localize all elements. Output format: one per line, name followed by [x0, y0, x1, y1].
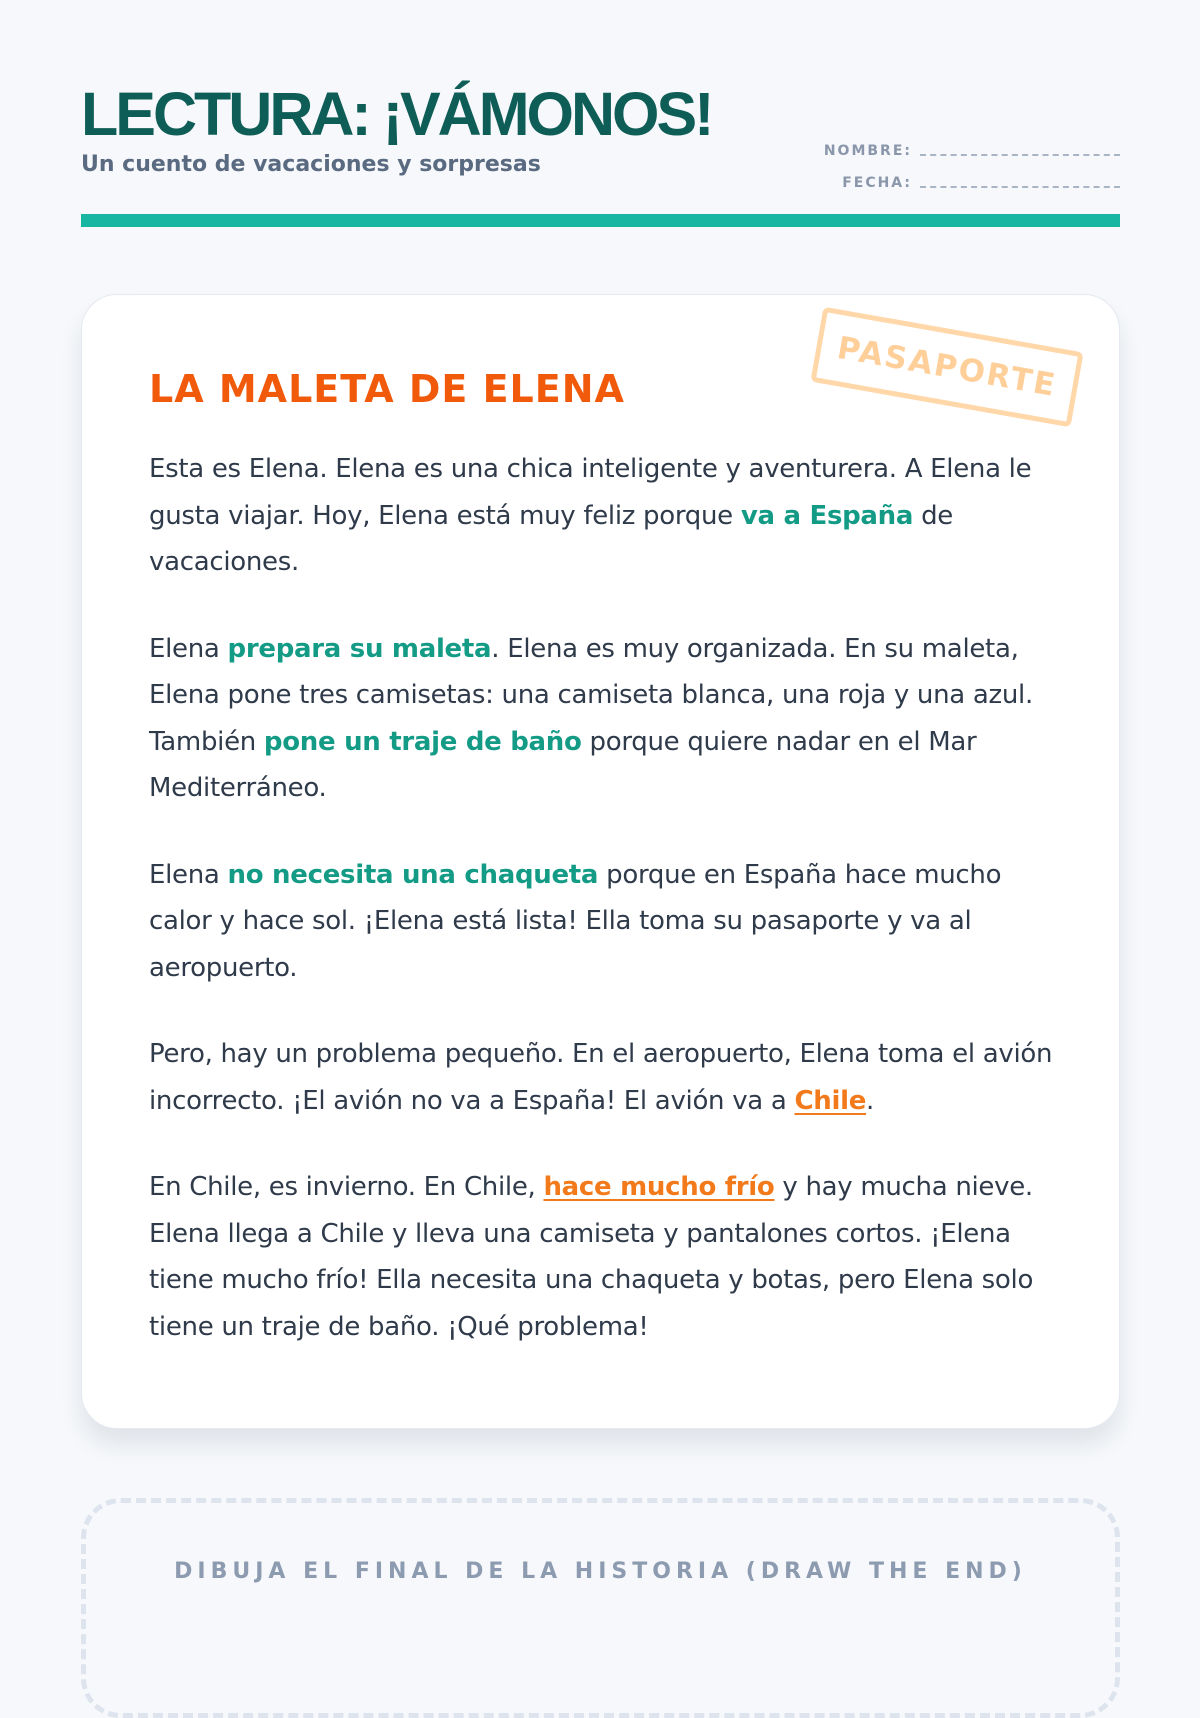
date-blank-line[interactable]	[920, 186, 1120, 188]
date-label: FECHA:	[842, 175, 912, 191]
story-card	[81, 294, 1120, 1429]
paragraph-text: Elena	[149, 859, 228, 890]
vocab-highlight: no necesita una chaqueta	[227, 859, 599, 890]
vocab-highlight: pone un traje de baño	[263, 726, 582, 757]
paragraph-text: Elena	[149, 633, 228, 664]
drawing-title: DIBUJA EL FINAL DE LA HISTORIA (DRAW THE END)	[174, 1559, 1027, 1584]
paragraph-text: porque quiere nadar en el Mar Mediterráneo.	[149, 726, 977, 803]
story-body	[149, 446, 1069, 1390]
twist-highlight: hace mucho frío	[543, 1172, 775, 1202]
twist-highlight: Chile	[794, 1085, 867, 1116]
drawing-area[interactable]	[81, 1498, 1120, 1718]
name-blank-line[interactable]	[920, 154, 1120, 156]
vocab-highlight: va a España	[740, 500, 914, 531]
worksheet-header	[81, 78, 1120, 228]
page-title: LECTURA: ¡VÁMONOS!	[81, 80, 712, 148]
student-info-fields	[820, 127, 1120, 191]
page-subtitle: Un cuento de vacaciones y sorpresas	[81, 152, 541, 177]
vocab-highlight: prepara su maleta	[227, 633, 492, 664]
story-paragraph-3	[149, 852, 1069, 992]
story-paragraph-2	[149, 626, 1069, 812]
paragraph-text: En Chile, es invierno. En Chile,	[149, 1172, 544, 1202]
header-divider	[81, 214, 1120, 227]
paragraph-text: . Elena es muy organizada. En su maleta, Elena pone tres camisetas: una camiseta blanca, una roja y una azul. También	[149, 633, 1033, 757]
paragraph-text: Esta es Elena. Elena es una chica inteligente y aventurera. A Elena le gusta viajar. Hoy, Elena está muy feliz porque	[149, 454, 1032, 531]
paragraph-text: de vacaciones.	[149, 500, 954, 577]
story-paragraph-5	[149, 1164, 1069, 1350]
story-title: LA MALETA DE ELENA	[149, 367, 625, 411]
date-field[interactable]	[820, 159, 1120, 191]
paragraph-text: porque en España hace mucho calor y hace sol. ¡Elena está lista! Ella toma su pasaporte y va al aeropuerto.	[149, 859, 1002, 983]
name-label: NOMBRE:	[823, 143, 912, 159]
name-field[interactable]	[820, 127, 1120, 159]
stamp-text: PASAPORTE	[834, 329, 1060, 405]
paragraph-text: y hay mucha nieve. Elena llega a Chile y lleva una camiseta y pantalones cortos. ¡Elena tiene mucho frío! Ella necesita una chaqueta y botas, pero Elena solo tiene un traje de baño. ¡Qué problema!	[149, 1172, 1034, 1342]
paragraph-text: Pero, hay un problema pequeño. En el aeropuerto, Elena toma el avión incorrecto. ¡El avión no va a España! El avión va a	[149, 1039, 1053, 1116]
story-paragraph-4	[149, 1031, 1069, 1124]
story-paragraph-1	[149, 446, 1069, 586]
passport-stamp	[810, 307, 1083, 428]
paragraph-text: .	[866, 1085, 875, 1116]
